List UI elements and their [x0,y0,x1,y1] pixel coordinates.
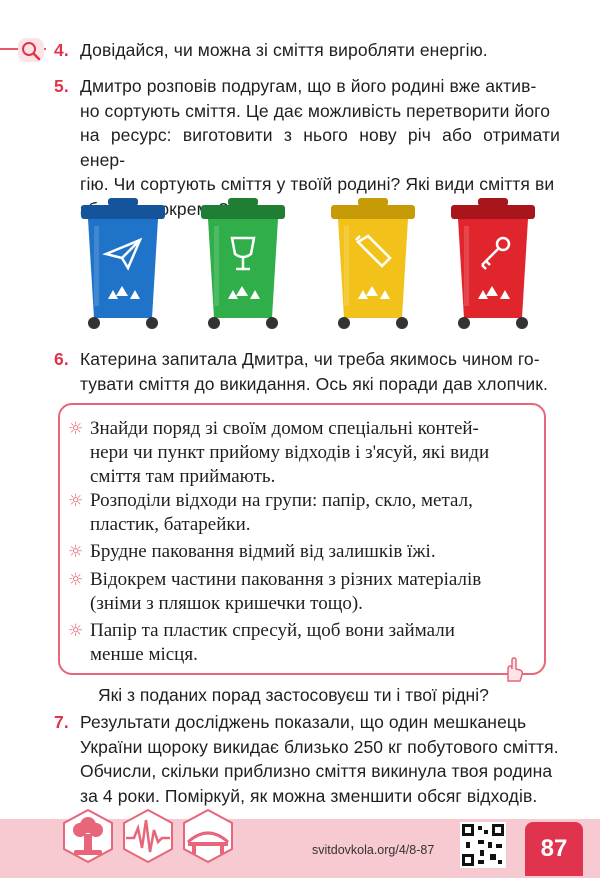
qr-code-icon[interactable] [460,822,506,868]
task-6 [54,347,560,396]
tip-item [68,489,528,537]
task-4 [54,38,560,63]
magnifier-icon [18,38,44,62]
tip-item [68,568,528,616]
task-line: Обчисли, скільки приблизно сміття викинула твоя родина [80,761,553,781]
tip-line: нери чи пункт прийому відходів і з'ясуй, які види [90,442,490,463]
tip-line: Папір та пластик спресуй, щоб вони займали [90,620,455,641]
red-bin-metal [448,196,538,336]
green-bin-glass [198,196,288,336]
sun-bullet-icon: ☼ [68,570,84,590]
explosion-hexagon-icon [60,808,116,864]
task-line: но сортують сміття. Це дає можливість перетворити його [80,100,551,121]
tip-line: пластик, батарейки. [90,514,251,535]
sun-bullet-icon: ☼ [68,621,84,641]
footer-link[interactable]: svitdovkola.org/4/8-87 [312,843,435,857]
tip-line: сміття там приймають. [90,466,276,487]
tip-item [68,417,528,489]
task-text: Довідайся, чи можна зі сміття виробляти енергію. [80,40,488,60]
tip-item [68,540,528,564]
task-number: 6. [54,349,69,369]
page-number: 87 [525,822,583,876]
task-number: 4. [54,40,69,60]
question-text: Які з поданих порад застосовуєш ти і твої рідні? [98,685,489,705]
seismic-hexagon-icon [120,808,176,864]
blue-bin-paper [78,196,168,336]
tip-line: менше місця. [90,644,198,665]
task-line: України щороку викидає близько 250 кг побутового сміття. [80,736,559,757]
task-number: 7. [54,712,69,732]
task-line: Дмитро розповів подругам, що в його родині вже актив- [80,76,537,96]
tip-line: Розподіли відходи на групи: папір, скло, метал, [90,490,473,511]
task-line: окремо? [159,198,229,219]
tip-line: Брудне паковання відмий від залишків їжі. [90,541,436,562]
sun-bullet-icon: ☼ [68,419,84,439]
sun-bullet-icon: ☼ [68,491,84,511]
tip-line: (зніми з пляшок кришечки тощо). [90,593,363,614]
task-line: за 4 роки. Поміркуй, як можна зменшити обсяг відходів. [80,785,538,806]
pointing-hand-icon [500,657,524,683]
task-number: 5. [54,76,69,96]
task-line: гію. Чи сортують сміття у твоїй родині? Які види сміття ви [80,174,555,194]
task-7 [54,710,560,808]
task-line: Катерина запитала Дмитра, чи треба якимось чином го- [80,349,540,369]
yellow-bin-plastic [328,196,418,336]
task-line: на ресурс: виготовити з нього нову річ або отримати енер- [80,125,560,170]
tip-line: Знайди поряд зі своїм домом спеціальні контей- [90,418,479,439]
recycling-bins [70,196,550,336]
tips-box [58,403,546,675]
sun-bullet-icon: ☼ [68,542,84,562]
task-line: тувати сміття до викидання. Ось які поради дав хлопчик. [80,373,549,394]
task-line: Результати досліджень показали, що один мешканець [80,712,527,732]
bridge-hexagon-icon [180,808,236,864]
tip-item [68,619,528,667]
tip-line: Відокрем частини паковання з різних матеріалів [90,569,482,590]
